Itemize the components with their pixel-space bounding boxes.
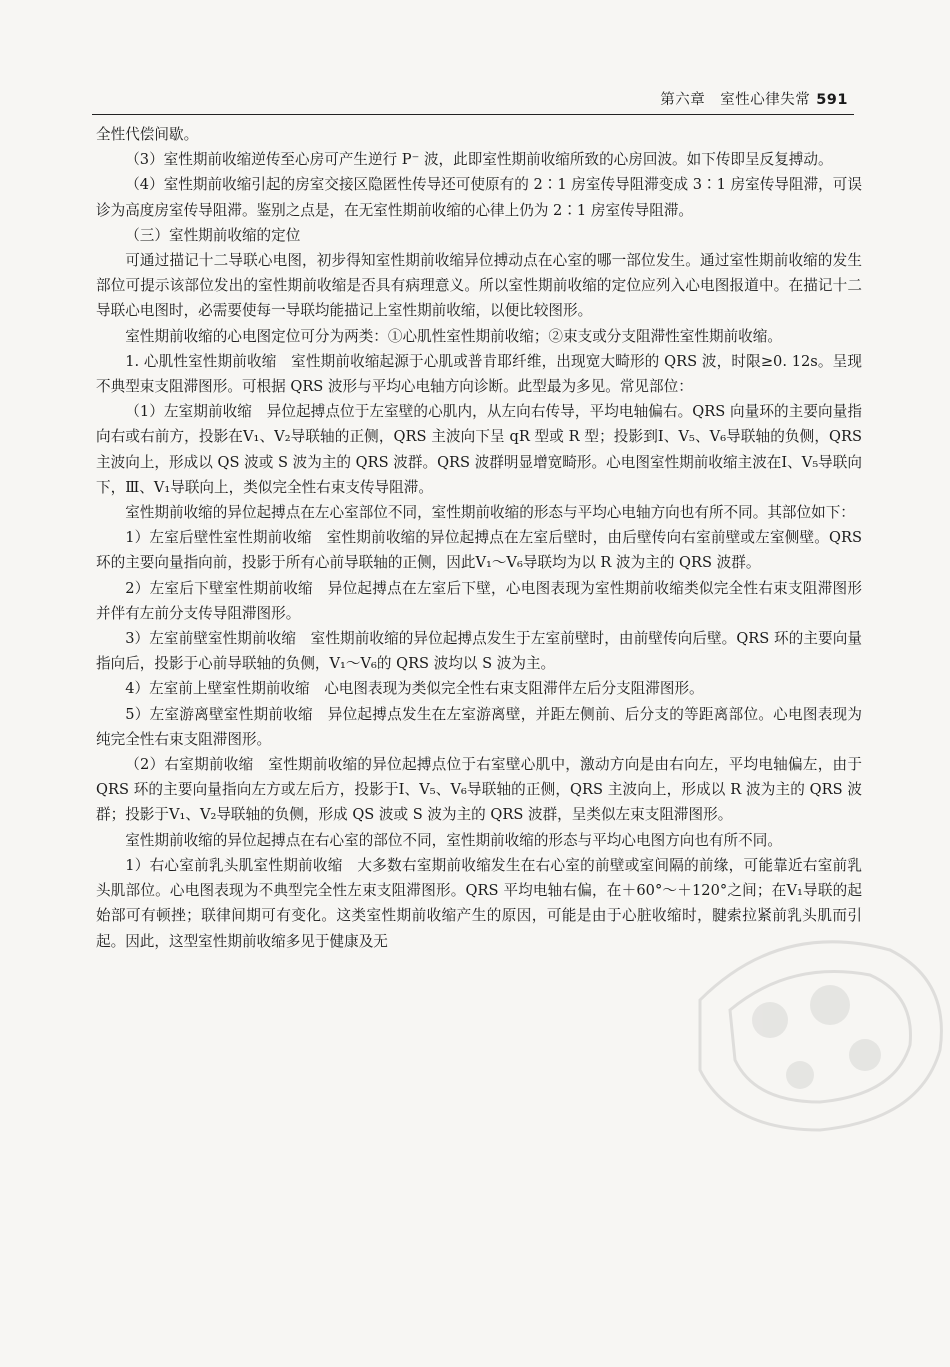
paragraph: 1）左室后壁性室性期前收缩 室性期前收缩的异位起搏点在左室后壁时，由后壁传向右室前壁或左室侧壁。QRS 环的主要向量指向前，投影于所有心前导联轴的正侧，因此V₁～V₆导联均为以 R 波为主的 QRS 波群。 — [96, 529, 862, 572]
paragraph: 全性代偿间歇。 — [96, 126, 199, 143]
page-number: 591 — [816, 92, 848, 108]
paragraph: 1. 心肌性室性期前收缩 室性期前收缩起源于心肌或普肯耶纤维，出现宽大畸形的 QRS 波，时限≥0. 12s。呈现不典型束支阻滞图形。可根据 QRS 波形与平均心电轴方向诊断。此型最为多见。常见部位： — [96, 352, 862, 396]
body-text — [96, 122, 862, 954]
page-header — [92, 88, 854, 115]
paragraph: 可通过描记十二导联心电图，初步得知室性期前收缩异位搏动点在心室的哪一部位发生。通过室性期前收缩的发生部位可提示该部位发出的室性期前收缩是否具有病理意义。所以室性期前收缩的定位应列入心电图报道中。在描记十二导联心电图时，必需要使每一导联均能描记上室性期前收缩，以便比较图形。 — [96, 252, 862, 320]
chapter-title: 第六章 室性心律失常 — [660, 92, 811, 108]
paragraph: 1）右心室前乳头肌室性期前收缩 大多数右室期前收缩发生在右心室的前壁或室间隔的前缘，可能靠近右室前乳头肌部位。心电图表现为不典型完全性左束支阻滞图形。QRS 平均电轴右偏，在＋60°～＋120°之间；在V₁导联的起始部可有顿挫；联律间期可有变化。这类室性期前收缩产生的原因，可能是由于心脏收缩时，腱索拉紧前乳头肌而引起。因此，这型室性期前收缩多见于健康及无 — [96, 856, 862, 950]
paragraph: 5）左室游离壁室性期前收缩 异位起搏点发生在左室游离壁，并距左侧前、后分支的等距离部位。心电图表现为纯完全性右束支阻滞图形。 — [96, 705, 862, 748]
paragraph: 室性期前收缩的心电图定位可分为两类：①心肌性室性期前收缩；②束支或分支阻滞性室性期前收缩。 — [125, 327, 782, 345]
paragraph: （2）右室期前收缩 室性期前收缩的异位起搏点位于右室壁心肌中，激动方向是由右向左，平均电轴偏左，由于 QRS 环的主要向量指向左方或左后方，投影于Ⅰ、V₅、V₆导联轴的正侧，QRS 主波向上，形成以 R 波为主的 QRS 波群；投影于V₁、V₂导联轴的负侧，形成 QS 波或 S 波为主的 QRS 波群，呈类似左束支阻滞图形。 — [96, 756, 862, 824]
paragraph: （3）室性期前收缩逆传至心房可产生逆行 P⁻ 波，此即室性期前收缩所致的心房回波。如下传即呈反复搏动。 — [125, 151, 833, 169]
paragraph: 室性期前收缩的异位起搏点在右心室的部位不同，室性期前收缩的形态与平均心电图方向也有所不同。 — [125, 831, 782, 849]
running-head — [660, 88, 848, 109]
paragraph: （1）左室期前收缩 异位起搏点位于左室壁的心肌内，从左向右传导，平均电轴偏右。QRS 向量环的主要向量指向右或右前方，投影在V₁、V₂导联轴的正侧，QRS 主波向下呈 qR 型或 R 型；投影到Ⅰ、V₅、V₆导联轴的负侧，QRS 主波向上，形成以 QS 波或 S 波为主的 QRS 波群。QRS 波群明显增宽畸形。心电图室性期前收缩主波在Ⅰ、V₅导联向下，Ⅲ、V₁导联向上，类似完全性右束支传导阻滞。 — [96, 403, 862, 496]
paragraph: 3）左室前壁室性期前收缩 室性期前收缩的异位起搏点发生于左室前壁时，由前壁传向后壁。QRS 环的主要向量指向后，投影于心前导联轴的负侧，V₁～V₆的 QRS 波均以 S 波为主。 — [96, 630, 862, 673]
paragraph: 2）左室后下壁室性期前收缩 异位起搏点在左室后下壁，心电图表现为室性期前收缩类似完全性右束支阻滞图形并伴有左前分支传导阻滞图形。 — [96, 579, 862, 622]
paragraph: 室性期前收缩的异位起搏点在左心室部位不同，室性期前收缩的形态与平均心电轴方向也有所不同。其部位如下： — [125, 504, 855, 522]
paragraph: （三）室性期前收缩的定位 — [125, 226, 301, 244]
paragraph: 4）左室前上壁室性期前收缩 心电图表现为类似完全性右束支阻滞伴左后分支阻滞图形。 — [125, 680, 704, 698]
paragraph: （4）室性期前收缩引起的房室交接区隐匿性传导还可使原有的 2∶1 房室传导阻滞变成 3∶1 房室传导阻滞，可误诊为高度房室传导阻滞。鉴别之点是，在无室性期前收缩的心律上仍为 2∶1 房室传导阻滞。 — [96, 176, 862, 219]
